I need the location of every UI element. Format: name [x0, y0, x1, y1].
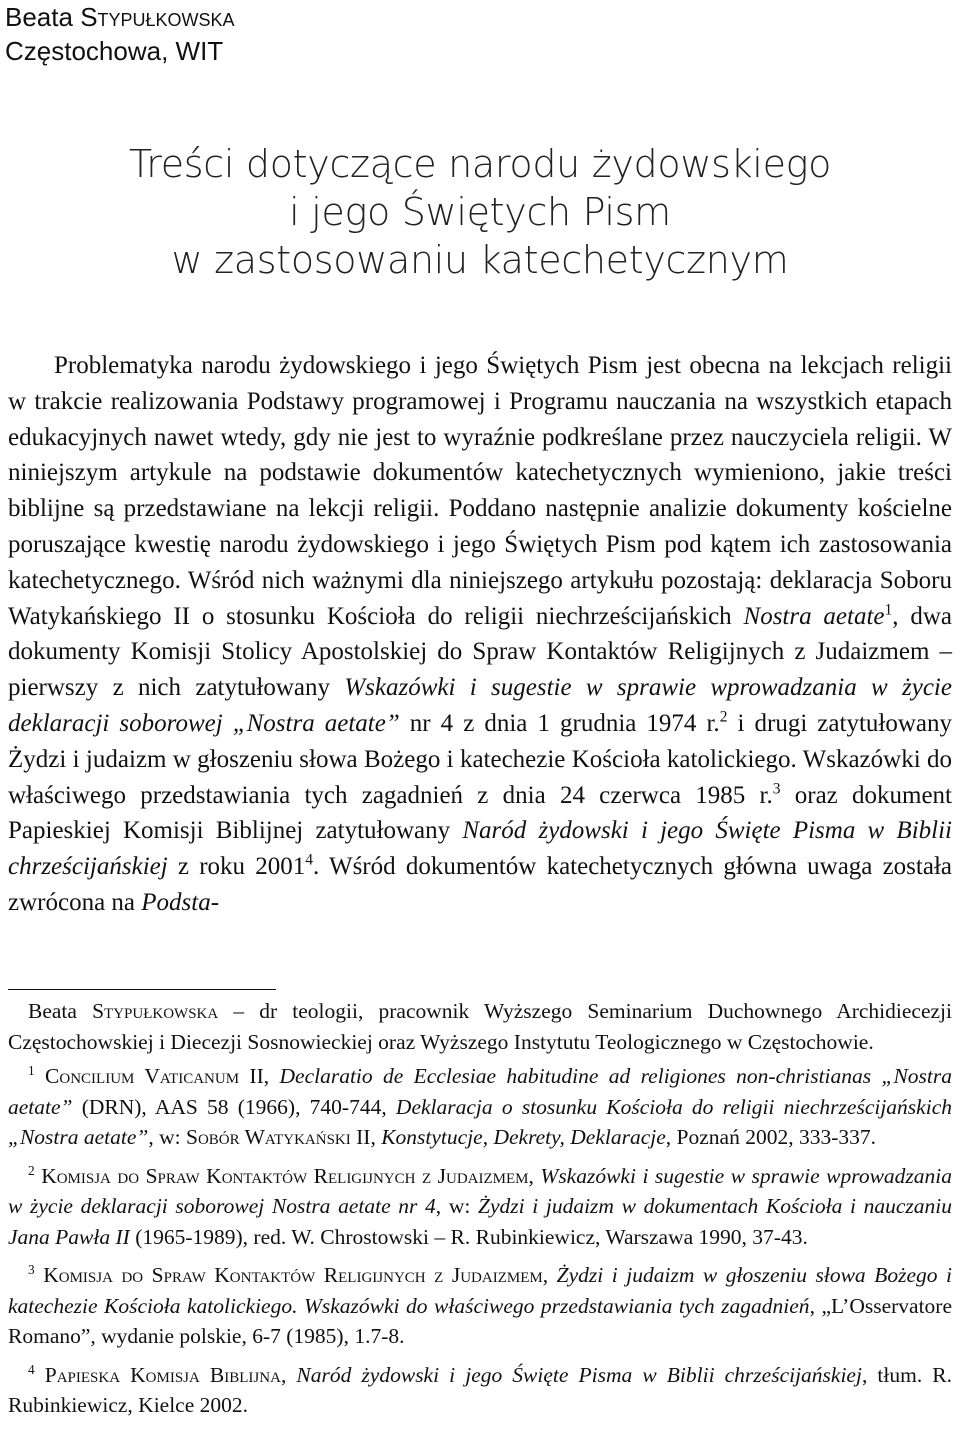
footnote-ref[interactable]: 3 — [772, 780, 781, 798]
footnote-ref[interactable]: 2 — [719, 708, 728, 726]
footnote-text: , — [542, 1263, 557, 1287]
footnote-text: , „L’Osservatore Romano”, wydanie polskie, 6-7 (1985), 1.7-8. — [8, 1293, 953, 1348]
article-title — [0, 140, 960, 284]
bio-first-name: Beata — [28, 999, 77, 1023]
footnote-2 — [8, 1161, 952, 1253]
author-bio-note — [8, 996, 952, 1057]
author-block — [5, 0, 235, 68]
footnote-divider — [8, 989, 276, 990]
body-text: , dwa dokumenty Komisji Stolicy Apostolskiej do Spraw Kontaktów Religijnych z Judaizmem – pierwszy z nich zatytułowany — [8, 602, 952, 702]
bio-last-name: Stypułkowska — [92, 999, 219, 1023]
title-line: w zastosowaniu katechetycznym — [171, 238, 789, 282]
body-text: nr 4 z dnia 1 grudnia 1974 r. — [399, 709, 720, 737]
author-last-name: Stypułkowska — [80, 2, 235, 32]
body-italic: Wskazówki i sugestie w sprawie wprowadzania w życie deklaracji soborowej „Nostra aetate” — [8, 674, 952, 737]
title-line: Treści dotyczące narodu żydowskiego — [128, 142, 832, 186]
footnote-text: , w: — [148, 1125, 186, 1149]
footnote-number: 1 — [28, 1062, 35, 1078]
author-name — [5, 0, 235, 34]
title-line: i jego Świętych Pism — [289, 190, 671, 234]
footnote-text: , w: — [435, 1194, 478, 1218]
body-italic: Nostra aetate — [743, 602, 885, 630]
footnote-4 — [8, 1360, 952, 1421]
author-affiliation: Częstochowa, WIT — [5, 36, 224, 66]
body-italic: Naród żydowski i jego Święte Pisma w Biblii chrześcijańskiej — [8, 817, 952, 881]
footnote-italic: Declaratio de Ecclesiae habitudine ad religiones non-christianas „Nostra aetate” — [8, 1064, 953, 1119]
footnote-italic: Konstytucje, Dekrety, Deklaracje — [381, 1125, 666, 1149]
footnote-author: Concilium Vaticanum — [45, 1064, 240, 1088]
footnote-text: (1965-1989), red. W. Chrostowski – R. Rubinkiewicz, Warszawa 1990, 37-43. — [129, 1224, 808, 1249]
footnote-3 — [8, 1260, 952, 1352]
body-text: oraz dokument Papieskiej Komisji Biblijnej zatytułowany — [8, 781, 952, 845]
footnote-number: 4 — [28, 1361, 35, 1377]
footnote-text: , tłum. R. Rubinkiewicz, Kielce 2002. — [8, 1362, 953, 1417]
footnotes — [8, 996, 952, 1429]
footnote-italic: Wskazówki i sugestie w sprawie wprowadzania w życie deklaracji soborowej Nostra aetate nr 4 — [8, 1163, 952, 1218]
body-text: i drugi zatytułowany Żydzi i judaizm w głoszeniu słowa Bożego i katechezie Kościoła katolickiego. Wskazówki do właściwego przedstawiania tych zagadnień z dnia 24 czerwca 1985 r. — [8, 709, 952, 809]
footnote-text: , — [280, 1362, 297, 1387]
bio-text: – dr teologii, pracownik Wyższego Seminarium Duchownego Archidiecezji Częstochowskiej i Diecezji Sosnowieckiej oraz Wyższego Instytutu Teologicznego w Częstochowie. — [8, 999, 952, 1054]
footnote-italic: Żydzi i judaizm w dokumentach Kościoła i nauczaniu Jana Pawła II — [8, 1194, 952, 1249]
footnote-text: , Poznań 2002, 333-337. — [665, 1125, 876, 1149]
footnote-text: , — [528, 1163, 541, 1188]
footnote-number: 3 — [28, 1261, 35, 1277]
footnote-author: Komisja do Spraw Kontaktów Religijnych z Judaizmem — [41, 1163, 529, 1188]
footnote-italic: Żydzi i judaizm w głoszeniu słowa Bożego i katechezie Kościoła katolickiego. Wskazówki do właściwego przedstawiania tych zagadnień — [8, 1263, 953, 1318]
footnote-italic: Deklaracja o stosunku Kościoła do religii niechrześcijańskich „Nostra aetate” — [8, 1094, 952, 1149]
body-text: . Wśród dokumentów katechetycznych główna uwaga została zwrócona na — [8, 853, 952, 916]
article-body — [8, 348, 952, 921]
footnote-text: II, — [239, 1064, 280, 1088]
body-text: z roku 2001 — [167, 853, 306, 881]
footnote-author: Sobór Watykański — [186, 1125, 351, 1149]
footnote-author: Komisja do Spraw Kontaktów Religijnych z Judaizmem — [43, 1263, 543, 1287]
footnote-number: 2 — [28, 1162, 35, 1178]
body-text: Problematyka narodu żydowskiego i jego Świętych Pism jest obecna na lekcjach religii w trakcie realizowania Podstawy programowej i Programu nauczania na wszystkich etapach edukacyjnych nawet wtedy, gdy nie jest to wyraźnie podkreślane przez nauczyciela religii. W niniejszym artykule na podstawie dokumentów katechetycznych wymieniono, jakie treści biblijne są przedstawiane na lekcji religii. Poddano następnie analizie dokumenty kościelne poruszające kwestię narodu żydowskiego i jego Świętych Pism pod kątem ich zastosowania katechetycznego. Wśród nich ważnymi dla niniejszego artykułu pozostają: deklaracja Soboru Watykańskiego II o stosunku Kościoła do religii niechrześcijańskich — [8, 352, 952, 630]
body-italic: Podsta- — [141, 888, 220, 916]
footnote-text: II, — [350, 1125, 382, 1149]
footnote-author: Papieska Komisja Biblijna — [44, 1362, 281, 1387]
author-first-name: Beata — [5, 2, 73, 32]
footnote-text: (DRN), AAS 58 (1966), 740-744, — [72, 1094, 396, 1119]
body-paragraph — [8, 348, 952, 921]
footnote-ref[interactable]: 1 — [884, 601, 893, 619]
footnote-ref[interactable]: 4 — [305, 851, 313, 869]
footnote-1 — [8, 1061, 952, 1153]
footnote-italic: Naród żydowski i jego Święte Pisma w Biblii chrześcijańskiej — [296, 1362, 862, 1387]
